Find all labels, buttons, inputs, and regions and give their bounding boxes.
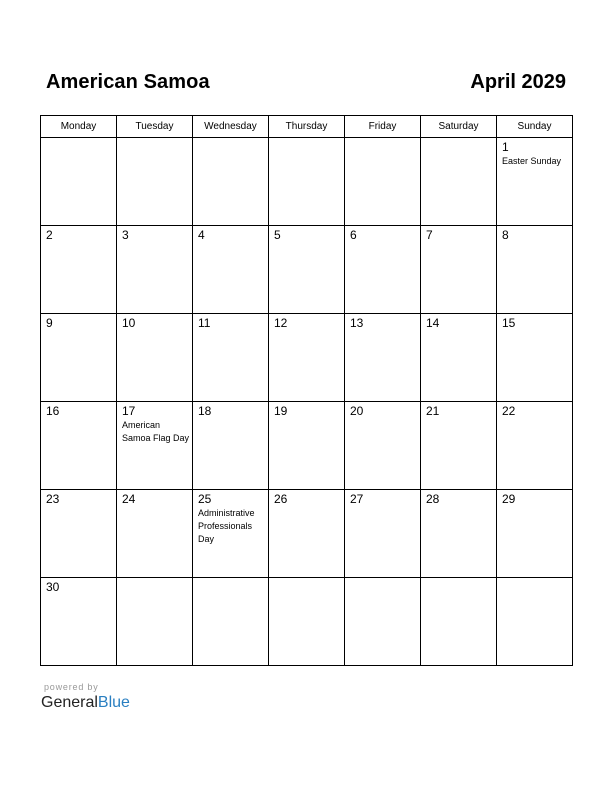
calendar-day-cell xyxy=(497,578,573,666)
day-number: 30 xyxy=(46,580,60,594)
calendar-day-cell xyxy=(117,490,193,578)
calendar-day-cell xyxy=(421,402,497,490)
weekday-header: Friday xyxy=(345,116,421,138)
calendar-day-cell xyxy=(117,402,193,490)
calendar-week-row xyxy=(41,138,573,226)
calendar-day-cell xyxy=(193,138,269,226)
calendar-day-cell xyxy=(421,226,497,314)
calendar-day-cell xyxy=(41,314,117,402)
day-number: 28 xyxy=(426,492,440,506)
calendar-month-title: April 2029 xyxy=(470,71,566,93)
day-number: 22 xyxy=(502,404,516,418)
day-number: 27 xyxy=(350,492,364,506)
weekday-header: Thursday xyxy=(269,116,345,138)
day-number: 1 xyxy=(502,140,509,154)
calendar-day-cell xyxy=(421,490,497,578)
day-number: 20 xyxy=(350,404,364,418)
calendar-day-cell xyxy=(269,578,345,666)
calendar-week-row xyxy=(41,578,573,666)
calendar-day-cell xyxy=(497,402,573,490)
day-number: 8 xyxy=(502,228,509,242)
holiday-label: Administrative Professionals Day xyxy=(198,508,255,544)
day-number: 7 xyxy=(426,228,433,242)
weekday-header: Saturday xyxy=(421,116,497,138)
day-number: 5 xyxy=(274,228,281,242)
weekday-header-row xyxy=(41,116,573,138)
calendar-day-cell xyxy=(269,490,345,578)
day-number: 19 xyxy=(274,404,288,418)
calendar-day-cell xyxy=(269,226,345,314)
brand-general-text: General xyxy=(41,694,98,711)
day-number: 2 xyxy=(46,228,53,242)
day-number: 13 xyxy=(350,316,364,330)
weekday-header: Tuesday xyxy=(117,116,193,138)
calendar-day-cell xyxy=(193,314,269,402)
day-number: 15 xyxy=(502,316,516,330)
day-number: 24 xyxy=(122,492,136,506)
calendar-day-cell xyxy=(345,226,421,314)
generalblue-logo xyxy=(41,694,130,712)
holiday-label: American Samoa Flag Day xyxy=(122,420,190,443)
calendar-day-cell xyxy=(41,226,117,314)
calendar-day-cell xyxy=(497,226,573,314)
calendar-day-cell xyxy=(41,578,117,666)
day-number: 12 xyxy=(274,316,288,330)
day-number: 14 xyxy=(426,316,440,330)
day-number: 29 xyxy=(502,492,516,506)
day-number: 11 xyxy=(198,316,211,330)
calendar-day-cell xyxy=(193,578,269,666)
calendar-day-cell xyxy=(421,578,497,666)
calendar-day-cell xyxy=(41,402,117,490)
calendar-day-cell xyxy=(269,402,345,490)
calendar-day-cell xyxy=(421,314,497,402)
calendar-day-cell xyxy=(269,138,345,226)
calendar-week-row xyxy=(41,490,573,578)
weekday-header: Wednesday xyxy=(193,116,269,138)
calendar-day-cell xyxy=(193,490,269,578)
day-number: 9 xyxy=(46,316,53,330)
day-number: 6 xyxy=(350,228,357,242)
brand-blue-text: Blue xyxy=(97,694,130,711)
day-number: 3 xyxy=(122,228,129,242)
calendar-day-cell xyxy=(193,402,269,490)
calendar-day-cell xyxy=(497,314,573,402)
day-number: 18 xyxy=(198,404,212,418)
calendar-day-cell xyxy=(497,490,573,578)
calendar-day-cell xyxy=(41,490,117,578)
day-number: 26 xyxy=(274,492,288,506)
calendar-week-row xyxy=(41,314,573,402)
calendar-week-row xyxy=(41,226,573,314)
day-number: 21 xyxy=(426,404,440,418)
calendar-day-cell xyxy=(117,314,193,402)
weekday-header: Sunday xyxy=(497,116,573,138)
day-number: 23 xyxy=(46,492,60,506)
calendar-day-cell xyxy=(345,578,421,666)
calendar-day-cell xyxy=(269,314,345,402)
calendar-day-cell xyxy=(421,138,497,226)
day-number: 25 xyxy=(198,492,212,506)
calendar-week-row xyxy=(41,402,573,490)
day-number: 16 xyxy=(46,404,60,418)
day-number: 17 xyxy=(122,404,136,418)
calendar-day-cell xyxy=(345,490,421,578)
calendar-day-cell xyxy=(117,578,193,666)
calendar-grid xyxy=(40,115,573,666)
powered-by-label: powered by xyxy=(44,682,99,692)
calendar-day-cell xyxy=(193,226,269,314)
calendar-day-cell xyxy=(345,138,421,226)
calendar-day-cell xyxy=(41,138,117,226)
calendar-day-cell xyxy=(497,138,573,226)
calendar-day-cell xyxy=(117,138,193,226)
day-number: 4 xyxy=(198,228,205,242)
calendar-region-title: American Samoa xyxy=(46,71,210,93)
weekday-header: Monday xyxy=(41,116,117,138)
day-number: 10 xyxy=(122,316,136,330)
calendar-day-cell xyxy=(345,314,421,402)
calendar-day-cell xyxy=(345,402,421,490)
calendar-day-cell xyxy=(117,226,193,314)
holiday-label: Easter Sunday xyxy=(502,156,562,166)
